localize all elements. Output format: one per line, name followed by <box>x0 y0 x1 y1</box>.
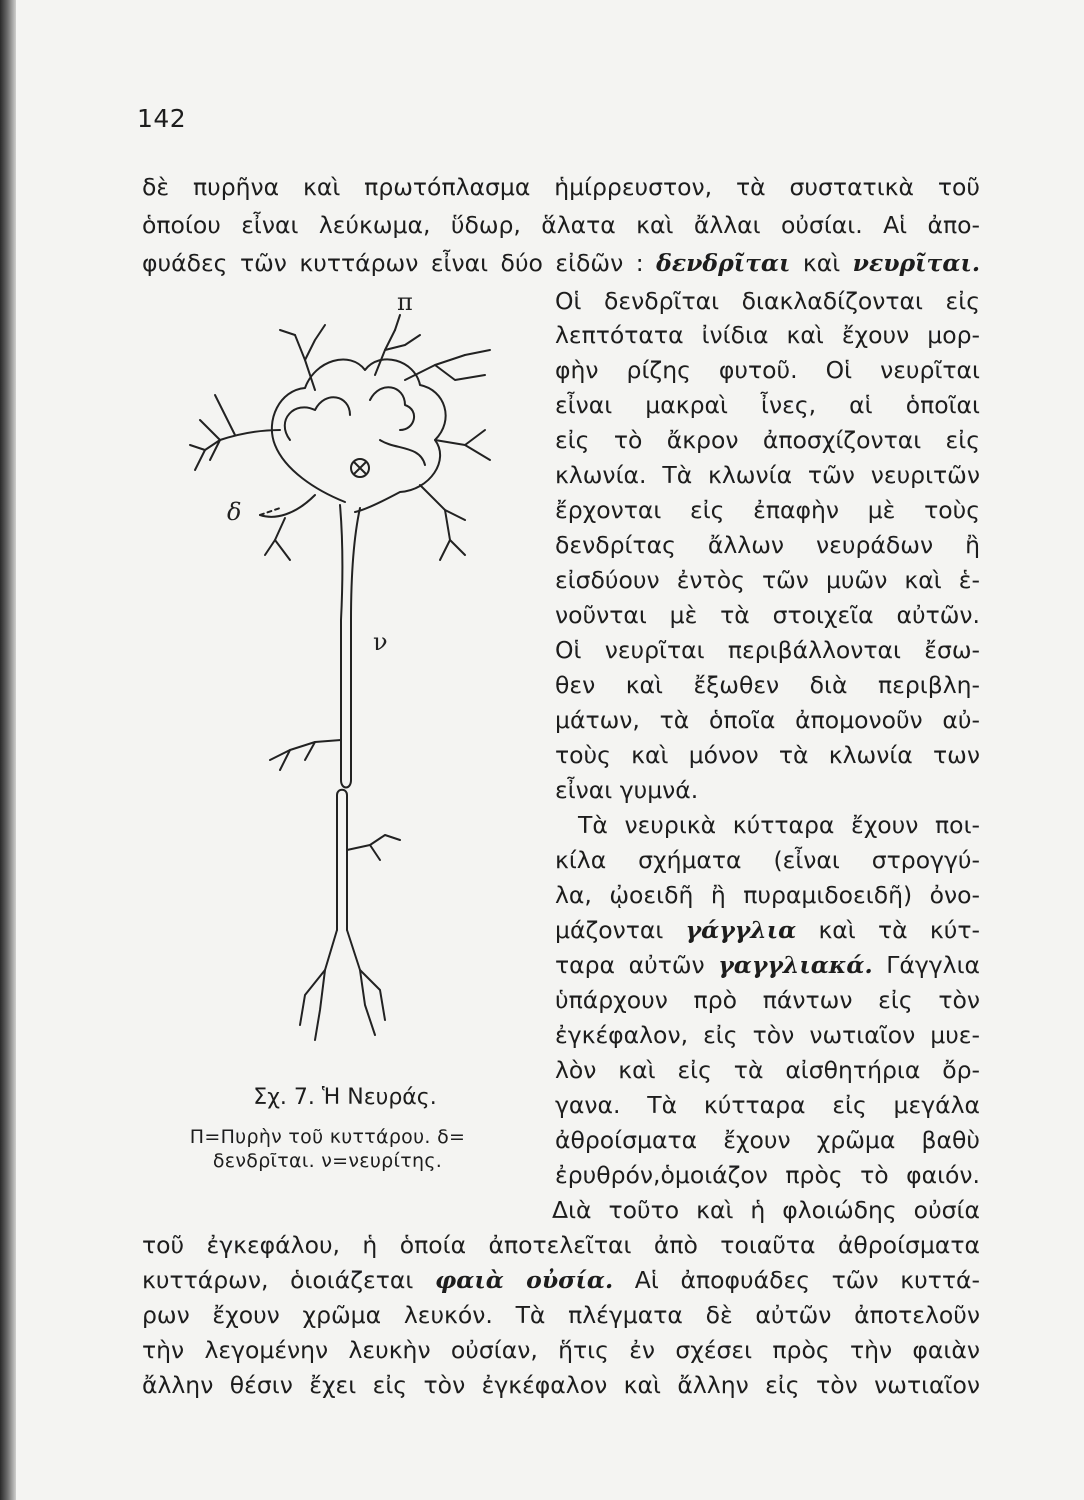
dendrite <box>280 330 295 335</box>
text-line <box>142 1263 980 1297</box>
text-line: εἰσδύουν ἐντὸς τῶν μυῶν καὶ ἑ- <box>555 566 980 594</box>
axon-segment <box>337 790 347 930</box>
dendrite <box>295 335 315 390</box>
text-line: λα, ᾠοειδῆ ἢ πυραμιδοειδῆ) ὀνο- <box>555 881 980 909</box>
nucleus-mark <box>354 462 366 474</box>
dendrite-loop <box>370 387 414 430</box>
text-line: ρων ἔχουν χρῶμα λευκόν. Τὰ πλέγματα δὲ αὐτῶν ἀποτελοῦν <box>142 1301 980 1329</box>
text-line: δὲ πυρῆνα καὶ πρωτόπλασμα ἡμίρρευστον, τὰ συστατικὰ τοῦ <box>142 173 980 201</box>
text-line: γανα. Τὰ κύτταρα εἰς μεγάλα <box>555 1091 980 1119</box>
text-segment: καὶ <box>790 249 853 277</box>
text-line: εἰς τὸ ἄκρον ἀποσχίζονται εἰς <box>555 426 980 454</box>
text-line: ἄλλην θέσιν ἔχει εἰς τὸν ἐγκέφαλον καὶ ἄλλην εἰς τὸν νωτιαῖον <box>142 1371 980 1399</box>
text-segment: καὶ τὰ κύτ- <box>796 916 981 944</box>
text-line: Οἱ δενδρῖται διακλαδίζονται εἰς <box>555 287 980 315</box>
axon-collateral <box>270 740 341 760</box>
neuron-drawing <box>165 280 510 1080</box>
text-line: τοὺς καὶ μόνον τὰ κλωνία των <box>555 741 980 769</box>
dendrite <box>405 355 465 380</box>
text-line <box>555 948 980 982</box>
dendrite <box>420 485 465 520</box>
text-line: ὁποίου εἶναι λεύκωμα, ὕδωρ, ἅλατα καὶ ἄλλαι οὐσίαι. Αἱ ἀπο- <box>142 211 980 239</box>
text-line: εἶναι μακραὶ ἶνες, αἱ ὁποῖαι <box>555 391 980 419</box>
dendrite <box>435 365 485 380</box>
dendrite <box>440 510 450 560</box>
text-line <box>555 913 980 947</box>
dendrite-loop <box>285 397 350 440</box>
terminal-branch <box>315 930 337 1040</box>
term-ganglia: γάγγλια <box>685 916 797 944</box>
text-segment: ταρα αὐτῶν <box>555 951 719 979</box>
label-nu: ν <box>373 628 388 656</box>
text-line: λὸν καὶ εἰς τὰ αἰσθητήρια ὄρ- <box>555 1056 980 1084</box>
axon-collateral <box>370 845 380 860</box>
text-line: τὴν λεγομένην λευκὴν οὐσίαν, ἥτις ἐν σχέσει πρὸς τὴν φαιὰν <box>142 1336 980 1364</box>
cell-body-outline <box>272 359 446 512</box>
label-delta: δ <box>227 498 242 526</box>
dendrite <box>385 335 420 350</box>
caption-title-text: Σχ. 7. Ἡ Νευράς. <box>253 1085 437 1110</box>
axon-collateral <box>347 835 400 850</box>
dendrite <box>465 350 490 355</box>
text-line: εἶναι γυμνά. <box>555 776 699 804</box>
text-line: τοῦ ἐγκεφάλου, ἡ ὁποία ἀποτελεῖται ἀπὸ τοιαῦτα ἀθροίσματα <box>142 1231 980 1259</box>
text-line: ὑπάρχουν πρὸ πάντων εἰς τὸν <box>555 986 980 1014</box>
text-line: ἀθροίσματα ἔχουν χρῶμα βαθὺ <box>555 1126 980 1154</box>
figure-caption-title <box>0 1085 690 1110</box>
page-binding-edge <box>0 0 16 1500</box>
dendrite <box>395 315 400 330</box>
text-segment: Γάγγλια <box>872 951 981 979</box>
dendrite <box>260 495 315 517</box>
text-line: λεπτότατα ἰνίδια καὶ ἔχουν μορ- <box>555 321 980 349</box>
text-segment: κυττάρων, ὁιοιάζεται <box>142 1266 435 1294</box>
term-neurites: νευρῖται. <box>852 249 981 277</box>
text-line: ἐγκέφαλον, εἰς τὸν νωτιαῖον μυε- <box>555 1021 980 1049</box>
dendrite <box>450 540 465 555</box>
text-line: μάτων, τὰ ὁποῖα ἀπομονοῦν αὐ- <box>555 706 980 734</box>
term-ganglionic: γαγγλιακά. <box>718 951 873 979</box>
text-line: Οἱ νευρῖται περιβάλλονται ἔσω- <box>555 636 980 664</box>
dendrite <box>305 325 325 360</box>
text-segment: φυάδες τῶν κυττάρων εἶναι δύο εἰδῶν : <box>142 249 657 277</box>
dendrite <box>375 330 395 375</box>
neuron-figure <box>165 280 510 1080</box>
dendrite <box>195 450 205 470</box>
label-pi: π <box>397 288 413 316</box>
axon <box>340 505 360 788</box>
text-segment: μάζονται <box>555 916 686 944</box>
dendrite <box>435 430 485 445</box>
dendrite <box>275 540 290 560</box>
text-line: Διὰ τοῦτο καὶ ἡ φλοιώδης οὐσία <box>552 1196 980 1224</box>
text-line: κλωνία. Τὰ κλωνία τῶν νευριτῶν <box>555 461 980 489</box>
text-segment: Αἱ ἀποφυάδες τῶν κυττά- <box>613 1266 980 1294</box>
figure-caption-line: Π=Πυρὴν τοῦ κυττάρου. δ= <box>189 1126 466 1148</box>
text-line: κίλα σχήματα (εἶναι στρογγύ- <box>555 846 980 874</box>
text-line: θεν καὶ ἔξωθεν διὰ περιβλη- <box>555 671 980 699</box>
text-line: Τὰ νευρικὰ κύτταρα ἔχουν ποι- <box>578 811 980 839</box>
dendrite-loop <box>380 440 425 465</box>
dendrite <box>200 420 280 440</box>
text-line: δενδρίτας ἄλλων νευράδων ἢ <box>555 531 980 559</box>
term-grey-matter: φαιὰ οὐσία. <box>435 1266 614 1294</box>
page-number: 142 <box>137 104 187 133</box>
terminal-branch <box>347 930 375 1035</box>
text-line <box>142 246 980 280</box>
text-line: ἔρχονται εἰς ἐπαφὴν μὲ τοὺς <box>555 496 980 524</box>
figure-caption-line: δενδρῖται. ν=νευρίτης. <box>212 1150 443 1172</box>
text-line: νοῦνται μὲ τὰ στοιχεῖα αὐτῶν. <box>555 601 980 629</box>
text-line: φὴν ρίζης φυτοῦ. Οἱ νευρῖται <box>555 356 980 384</box>
dendrite <box>215 395 235 435</box>
dendrite <box>465 445 490 460</box>
label-pointer <box>260 508 280 515</box>
term-dendrites: δενδρῖται <box>656 249 791 277</box>
text-line: ἐρυθρόν,ὁμοιάζον πρὸς τὸ φαιόν. <box>555 1161 980 1189</box>
